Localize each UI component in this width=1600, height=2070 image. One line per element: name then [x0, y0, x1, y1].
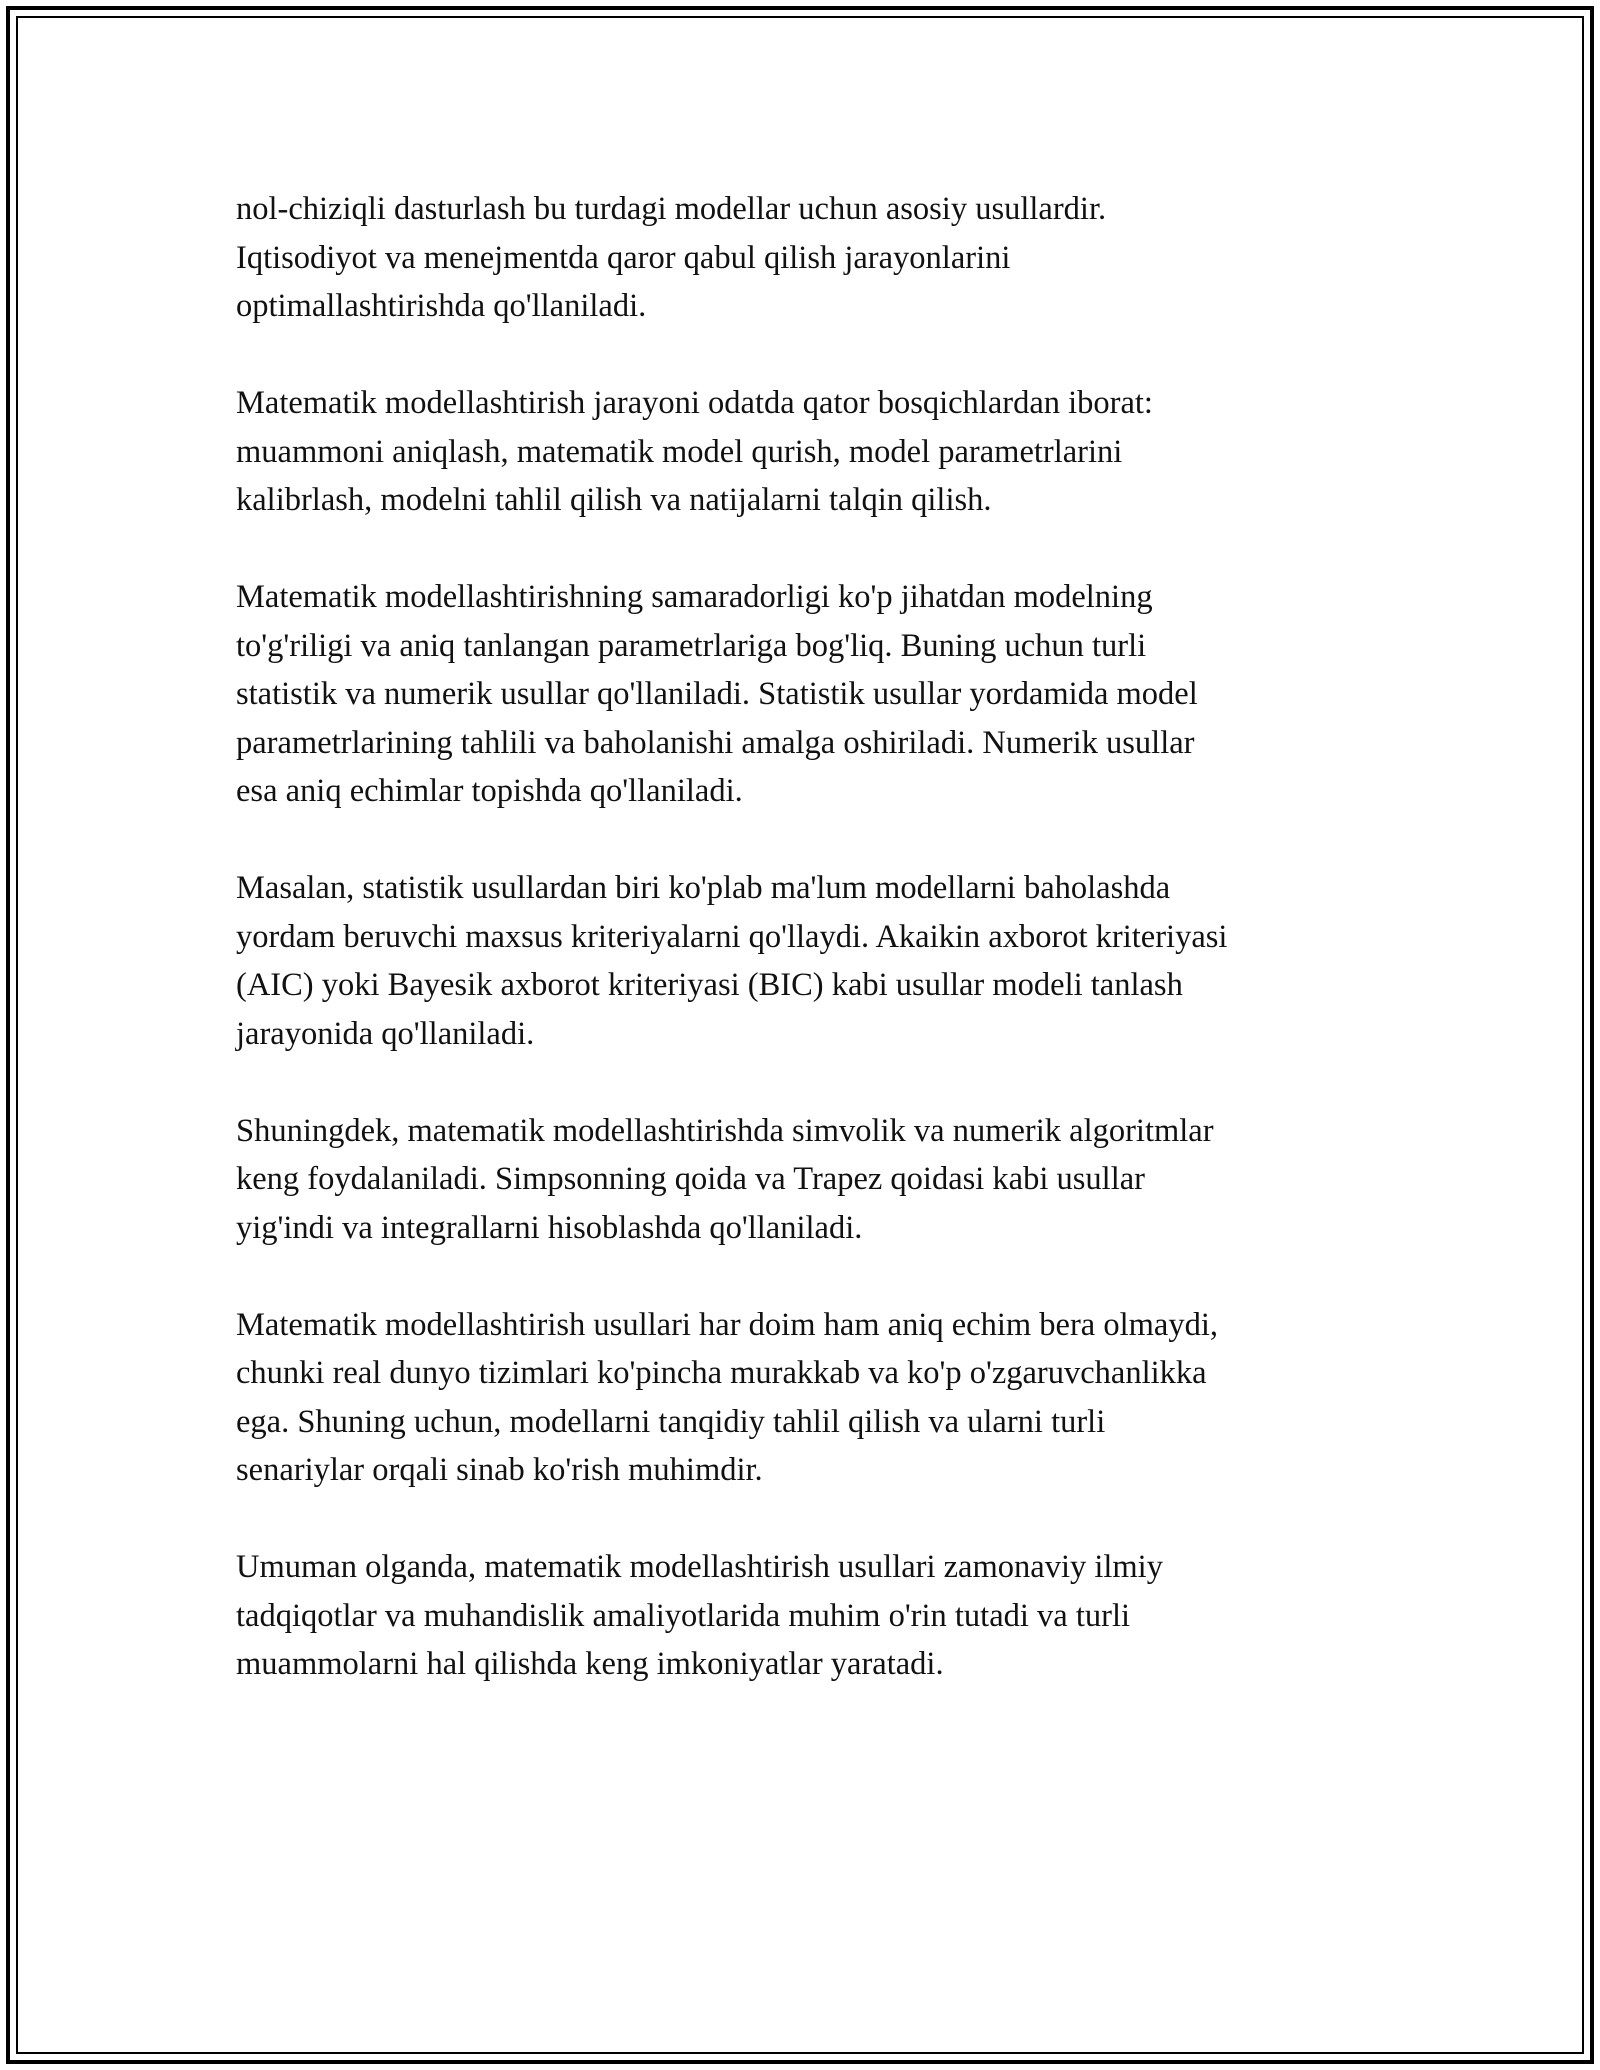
paragraph-6 — [236, 1301, 1386, 1495]
text-line: jarayonida qo'llaniladi. — [236, 1015, 535, 1052]
text-line: keng foydalaniladi. Simpsonning qoida va Trapez qoidasi kabi usullar — [236, 1161, 1145, 1197]
document-body — [236, 185, 1386, 1737]
text-line: muammolarni hal qilishda keng imkoniyatlar yaratadi. — [236, 1646, 944, 1682]
paragraph-4 — [236, 864, 1386, 1058]
text-line: to'g'riligi va aniq tanlangan parametrlariga bog'liq. Buning uchun turli — [236, 627, 1147, 664]
text-line: Matematik modellashtirish jarayoni odatda qator bosqichlardan iborat: — [236, 385, 1153, 421]
text-line: Matematik modellashtirish usullari har doim ham aniq echim bera olmaydi, — [236, 1306, 1218, 1343]
paragraph-7 — [236, 1543, 1386, 1689]
text-line: kalibrlash, modelni tahlil qilish va natijalarni talqin qilish. — [236, 482, 992, 518]
text-line: chunki real dunyo tizimlari ko'pincha murakkab va ko'p o'zgaruvchanlikka — [236, 1355, 1207, 1391]
text-line: senariylar orqali sinab ko'rish muhimdir. — [236, 1452, 763, 1488]
text-line: nol-chiziqli dasturlash bu turdagi modellar uchun asosiy usullardir. — [236, 191, 1107, 227]
paragraph-2 — [236, 379, 1386, 525]
text-line: Umuman olganda, matematik modellashtirish usullari zamonaviy ilmiy — [236, 1549, 1163, 1585]
paragraph-5 — [236, 1107, 1386, 1253]
text-line: yig'indi va integrallarni hisoblashda qo'llaniladi. — [236, 1209, 863, 1246]
text-line: tadqiqotlar va muhandislik amaliyotlarida muhim o'rin tutadi va turli — [236, 1597, 1131, 1634]
text-line: Shuningdek, matematik modellashtirishda simvolik va numerik algoritmlar — [236, 1112, 1214, 1149]
text-line: yordam beruvchi maxsus kriteriyalarni qo'llaydi. Akaikin axborot kriteriyasi — [236, 918, 1228, 955]
text-line: ega. Shuning uchun, modellarni tanqidiy tahlil qilish va ularni turli — [236, 1403, 1106, 1440]
text-line: muammoni aniqlash, matematik model qurish, model parametrlarini — [236, 433, 1123, 470]
paragraph-3 — [236, 573, 1386, 816]
text-line: Matematik modellashtirishning samaradorligi ko'p jihatdan modelning — [236, 579, 1153, 615]
text-line: Iqtisodiyot va menejmentda qaror qabul qilish jarayonlarini — [236, 239, 1011, 276]
text-line: optimallashtirishda qo'llaniladi. — [236, 288, 647, 324]
text-line: parametrlarining tahlili va baholanishi amalga oshiriladi. Numerik usullar — [236, 724, 1195, 761]
text-line: esa aniq echimlar topishda qo'llaniladi. — [236, 773, 743, 809]
text-line: Masalan, statistik usullardan biri ko'plab ma'lum modellarni baholashda — [236, 870, 1171, 906]
text-line: statistik va numerik usullar qo'llaniladi. Statistik usullar yordamida model — [236, 676, 1198, 712]
paragraph-1 — [236, 185, 1386, 331]
text-line: (AIC) yoki Bayesik axborot kriteriyasi (BIC) kabi usullar modeli tanlash — [236, 967, 1183, 1003]
